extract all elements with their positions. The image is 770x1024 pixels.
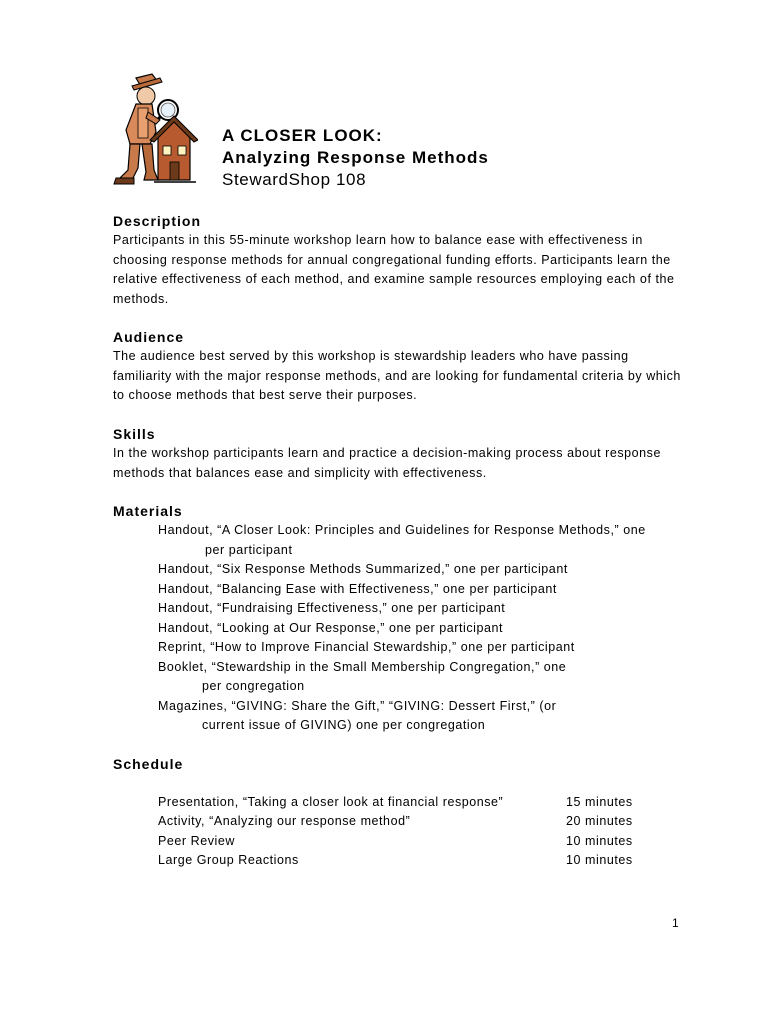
material-line: Handout, “Six Response Methods Summarized,” one per participant: [158, 562, 568, 576]
schedule-duration: 10 minutes: [566, 853, 633, 867]
description-section: [113, 212, 683, 309]
document-subtitle: Analyzing Response Methods: [222, 148, 489, 167]
schedule-activity: Presentation, “Taking a closer look at financial response”: [158, 795, 504, 809]
page-number: 1: [672, 916, 679, 930]
schedule-activity: Peer Review: [158, 834, 235, 848]
skills-section: [113, 425, 683, 483]
schedule-section: [113, 755, 683, 774]
schedule-heading: Schedule: [113, 756, 184, 772]
list-item: [113, 560, 713, 580]
document-title: A CLOSER LOOK:: [222, 126, 383, 145]
audience-heading: Audience: [113, 329, 185, 345]
audience-text: The audience best served by this workshop is stewardship leaders who have passing familiarity with the major response methods, and are looking for fundamental criteria by which to choose methods that best serve their purposes.: [113, 349, 681, 402]
material-line: Handout, “Balancing Ease with Effectiveness,” one per participant: [158, 581, 557, 596]
materials-section: [113, 502, 713, 736]
detective-with-magnifier-and-house-icon: [108, 72, 198, 190]
list-item: [113, 521, 713, 560]
title-block: [222, 125, 489, 191]
list-item: [113, 619, 713, 639]
material-line-continued: current issue of GIVING) one per congregation: [202, 718, 486, 732]
material-line: Reprint, “How to Improve Financial Stewardship,” one per participant: [158, 640, 575, 654]
materials-heading: Materials: [113, 503, 183, 519]
course-code: StewardShop 108: [222, 170, 367, 189]
materials-list: [113, 521, 713, 736]
schedule-activity: Activity, “Analyzing our response method”: [158, 814, 411, 828]
description-heading: Description: [113, 213, 202, 229]
skills-heading: Skills: [113, 426, 156, 442]
material-line-continued: per participant: [205, 542, 293, 557]
material-line-continued: per congregation: [202, 679, 305, 693]
material-line: Handout, “A Closer Look: Principles and Guidelines for Response Methods,” one: [158, 523, 646, 537]
schedule-duration: 15 minutes: [566, 795, 633, 809]
list-item: [113, 658, 713, 697]
schedule-duration: 10 minutes: [566, 834, 633, 848]
schedule-duration: 20 minutes: [566, 814, 633, 828]
audience-section: [113, 328, 683, 406]
material-line: Handout, “Fundraising Effectiveness,” one per participant: [158, 601, 506, 615]
list-item: [113, 580, 713, 600]
list-item: [113, 638, 713, 658]
description-text: Participants in this 55-minute workshop learn how to balance ease with effectiveness in choosing response methods for annual congregational funding efforts. Participants learn the relative effectiveness of each method, and examine sample resources employing each of the methods.: [113, 233, 675, 306]
material-line: Booklet, “Stewardship in the Small Membership Congregation,” one: [158, 659, 567, 674]
material-line: Magazines, “GIVING: Share the Gift,” “GIVING: Dessert First,” (or: [158, 698, 557, 713]
skills-text: In the workshop participants learn and practice a decision-making process about response methods that balances ease and simplicity with effectiveness.: [113, 446, 661, 480]
material-line: Handout, “Looking at Our Response,” one per participant: [158, 620, 504, 635]
schedule-activity: Large Group Reactions: [158, 853, 299, 867]
list-item: [113, 599, 713, 619]
list-item: [113, 697, 713, 736]
